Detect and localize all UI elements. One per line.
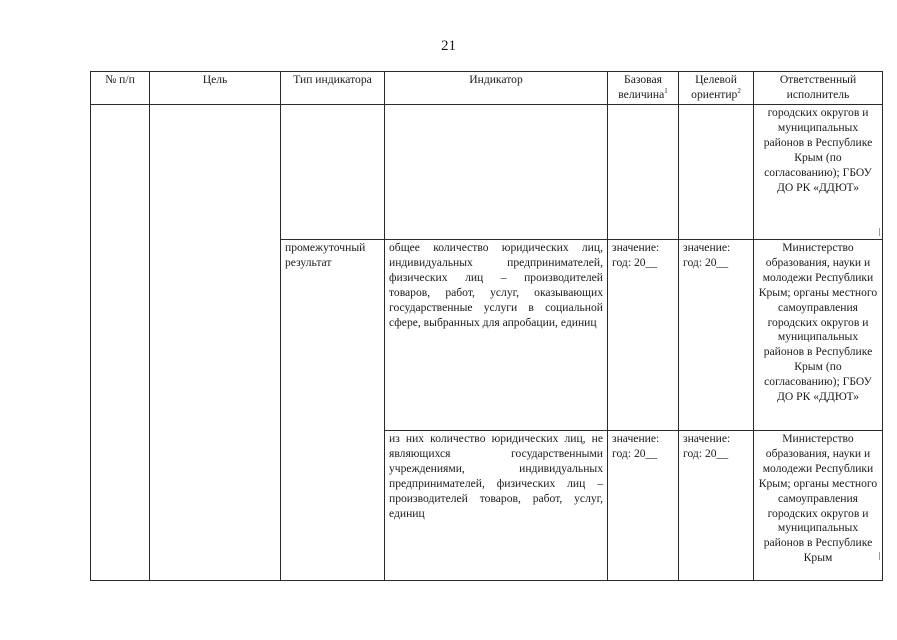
header-target-label: Целевой ориентир: [691, 73, 738, 101]
cell-indicator: общее количество юридических лиц, индивидуальных предпринимателей, физических лиц – производителей товаров, работ, услуг, оказывающих государственные услуги в социальной сфере, выбранных для апробации, единиц: [385, 240, 608, 431]
page-number: 21: [441, 38, 456, 54]
cell-base: значение: год: 20__: [608, 240, 679, 431]
scan-mark: [879, 228, 880, 236]
cell-responsible: городских округов и муниципальных районов в Республике Крым (по согласованию); ГБОУ ДО РК «ДДЮТ»: [754, 105, 883, 240]
cell-target: [679, 105, 754, 240]
cell-base: [608, 105, 679, 240]
header-goal: Цель: [150, 72, 281, 105]
cell-indicator: из них количество юридических лиц, не являющихся государственными учреждениями, индивидуальных предпринимателей, физических лиц – производителей товаров, работ, услуг, единиц: [385, 431, 608, 581]
indicators-table: [90, 71, 883, 581]
header-responsible: Ответственный исполнитель: [754, 72, 883, 105]
cell-indicator-type: [281, 105, 385, 240]
cell-goal: [150, 105, 281, 581]
header-target: [679, 72, 754, 105]
cell-indicator-type: промежуточный результат: [281, 240, 385, 581]
cell-no: [91, 105, 150, 581]
cell-responsible: Министерство образования, науки и молодежи Республики Крым; органы местного самоуправления городских округов и муниципальных районов в Республике Крым: [754, 431, 883, 581]
header-base-footnote: 1: [664, 87, 668, 96]
header-indicator: Индикатор: [385, 72, 608, 105]
cell-target: значение: год: 20__: [679, 431, 754, 581]
header-base: [608, 72, 679, 105]
header-target-footnote: 2: [737, 87, 741, 96]
cell-base: значение: год: 20__: [608, 431, 679, 581]
table-row: [91, 105, 883, 240]
header-indicator-type: Тип индикатора: [281, 72, 385, 105]
cell-target: значение: год: 20__: [679, 240, 754, 431]
scan-mark: [879, 552, 880, 560]
cell-responsible: Министерство образования, науки и молодежи Республики Крым; органы местного самоуправления городских округов и муниципальных районов в Республике Крым (по согласованию); ГБОУ ДО РК «ДДЮТ»: [754, 240, 883, 431]
cell-indicator: [385, 105, 608, 240]
header-row: [91, 72, 883, 105]
header-no: № п/п: [91, 72, 150, 105]
header-base-label: Базовая величина: [618, 73, 665, 101]
